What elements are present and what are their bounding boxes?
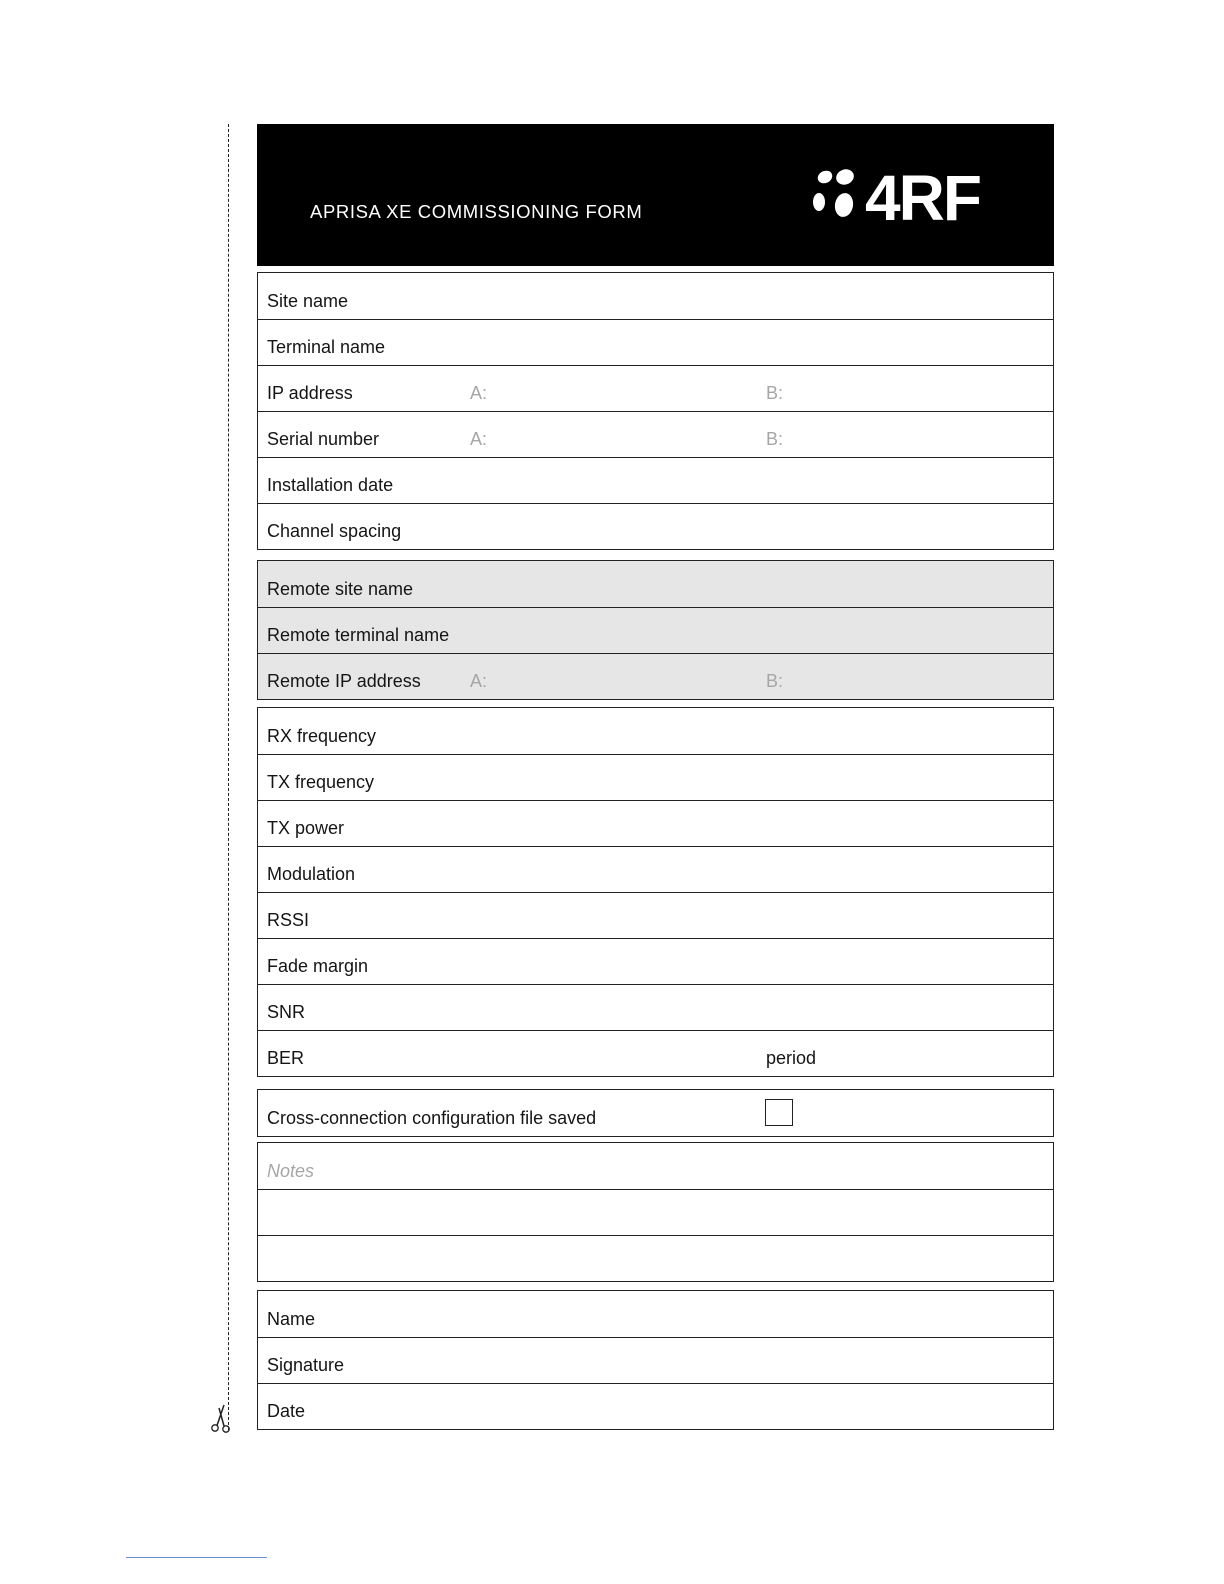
row-label: TX frequency <box>267 772 375 792</box>
date-row[interactable] <box>258 1383 1053 1429</box>
modulation-row[interactable] <box>258 846 1053 892</box>
row-label: RX frequency <box>267 726 377 746</box>
cross-connection-row <box>258 1090 1053 1136</box>
row-label: BER <box>267 1048 305 1068</box>
site-name-row[interactable] <box>258 273 1053 319</box>
notes-label: Notes <box>267 1161 315 1181</box>
ber-period-label: period <box>766 1048 817 1068</box>
snr-row[interactable] <box>258 984 1053 1030</box>
rssi-row[interactable] <box>258 892 1053 938</box>
serial-number-a-label: A: <box>470 429 488 449</box>
notes-row[interactable] <box>258 1143 1053 1189</box>
ip-address-a-label: A: <box>470 383 488 403</box>
row-label: Site name <box>267 291 349 311</box>
channel-spacing-row[interactable] <box>258 503 1053 549</box>
notes-line[interactable] <box>258 1235 1053 1281</box>
row-label: Modulation <box>267 864 356 884</box>
remote-section <box>257 560 1054 700</box>
rx-frequency-row[interactable] <box>258 708 1053 754</box>
ber-row[interactable] <box>258 1030 1053 1076</box>
svg-text:4RF: 4RF <box>865 168 980 224</box>
name-row[interactable] <box>258 1291 1053 1337</box>
remote-ip-b-label: B: <box>766 671 784 691</box>
row-label: Serial number <box>267 429 380 449</box>
row-label: Remote IP address <box>267 671 421 691</box>
cross-connection-checkbox[interactable] <box>765 1099 793 1126</box>
site-section <box>257 272 1054 550</box>
row-label: Installation date <box>267 475 394 495</box>
remote-terminal-name-row[interactable] <box>258 607 1053 653</box>
scissors-icon <box>209 1402 235 1434</box>
row-label: Signature <box>267 1355 345 1375</box>
row-label: Remote site name <box>267 579 414 599</box>
serial-number-b-label: B: <box>766 429 784 449</box>
installation-date-row[interactable] <box>258 457 1053 503</box>
notes-section <box>257 1142 1054 1282</box>
cross-connection-section <box>257 1089 1054 1137</box>
row-label: Date <box>267 1401 306 1421</box>
row-label: Remote terminal name <box>267 625 450 645</box>
row-label: SNR <box>267 1002 306 1022</box>
terminal-name-row[interactable] <box>258 319 1053 365</box>
row-label: RSSI <box>267 910 310 930</box>
row-label: TX power <box>267 818 345 838</box>
ip-address-b-label: B: <box>766 383 784 403</box>
serial-number-row[interactable] <box>258 411 1053 457</box>
remote-ip-address-row[interactable] <box>258 653 1053 699</box>
row-label: Name <box>267 1309 316 1329</box>
cut-line <box>228 124 229 1430</box>
ip-address-row[interactable] <box>258 365 1053 411</box>
remote-site-name-row[interactable] <box>258 561 1053 607</box>
form-header <box>257 124 1054 266</box>
remote-ip-a-label: A: <box>470 671 488 691</box>
cross-connection-label: Cross-connection configuration file saved <box>267 1108 597 1128</box>
fade-margin-row[interactable] <box>258 938 1053 984</box>
form-title: APRISA XE COMMISSIONING FORM <box>310 201 643 222</box>
notes-line[interactable] <box>258 1189 1053 1235</box>
row-label: Fade margin <box>267 956 369 976</box>
tx-power-row[interactable] <box>258 800 1053 846</box>
radio-section <box>257 707 1054 1077</box>
signoff-section <box>257 1290 1054 1430</box>
row-label: Terminal name <box>267 337 386 357</box>
4rf-logo <box>811 168 1001 224</box>
footer-rule <box>126 1557 267 1558</box>
row-label: IP address <box>267 383 353 403</box>
row-label: Channel spacing <box>267 521 402 541</box>
tx-frequency-row[interactable] <box>258 754 1053 800</box>
signature-row[interactable] <box>258 1337 1053 1383</box>
